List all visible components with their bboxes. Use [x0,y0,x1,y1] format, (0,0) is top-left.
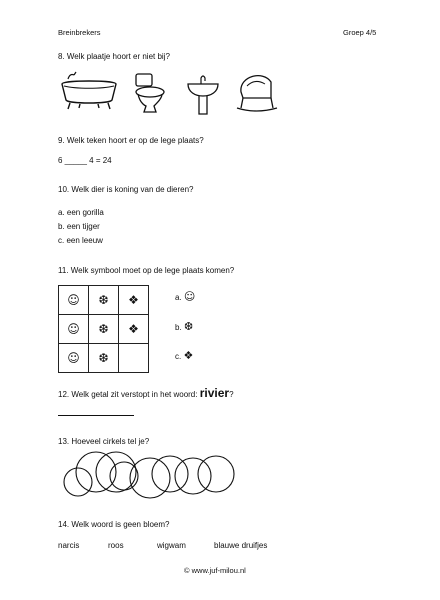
question-13: 13. Hoeveel cirkels tel je? [58,437,150,446]
answer-line [58,415,134,416]
symbol-option-label: b. [175,323,182,332]
circles-figure [58,448,238,506]
grid-cell: ❆ [89,344,119,373]
empty-grid-cell [119,344,149,373]
symbol-option-label: c. [175,352,182,361]
grid-cell: ❆ [89,315,119,344]
word-option: narcis [58,541,80,550]
question-8: 8. Welk plaatje hoort er niet bij? [58,52,170,61]
symbol-option-label: a. [175,293,182,302]
question-9: 9. Welk teken hoort er op de lege plaats? [58,136,204,145]
symbol-option-a [175,290,195,303]
question-12-text: 12. Welk getal zit verstopt in het woord: [58,390,200,399]
question-mark: ? [229,390,234,399]
hidden-number-word: rivier [199,386,230,400]
answer-option-a: a. een gorilla [58,208,104,217]
grid-cell: ❖ [119,315,149,344]
grid-cell: ❖ [119,286,149,315]
smiley-icon: ☺ [183,290,196,303]
grid-cell: ☺ [59,315,89,344]
question-10: 10. Welk dier is koning van de dieren? [58,185,194,194]
word-option: roos [108,541,124,550]
equation: 6 _____ 4 = 24 [58,156,112,165]
header-right: Groep 4/5 [343,28,377,37]
word-option: wigwam [157,541,186,550]
toilet-icon [128,72,168,114]
question-14: 14. Welk woord is geen bloem? [58,520,170,529]
sink-icon [185,70,221,116]
grid-cell: ☺ [59,344,89,373]
word-option: blauwe druifjes [214,541,268,550]
bathtub-icon [56,70,122,112]
symbol-option-c [175,349,193,362]
grid-cell: ☺ [59,286,89,315]
symbol-option-b [175,320,193,333]
diamond-flower-icon: ❖ [183,349,194,362]
grid-cell: ❆ [89,286,119,315]
symbol-grid [58,285,149,373]
header-left: Breinbrekers [58,28,101,37]
answer-option-b: b. een tijger [58,222,100,231]
question-12 [58,386,234,400]
footer-copyright: © www.juf-milou.nl [184,566,246,575]
snowflake-icon: ❆ [183,320,194,333]
question-11: 11. Welk symbool moet op de lege plaats komen? [58,266,235,275]
answer-option-c: c. een leeuw [58,236,103,245]
cradle-icon [233,68,279,114]
